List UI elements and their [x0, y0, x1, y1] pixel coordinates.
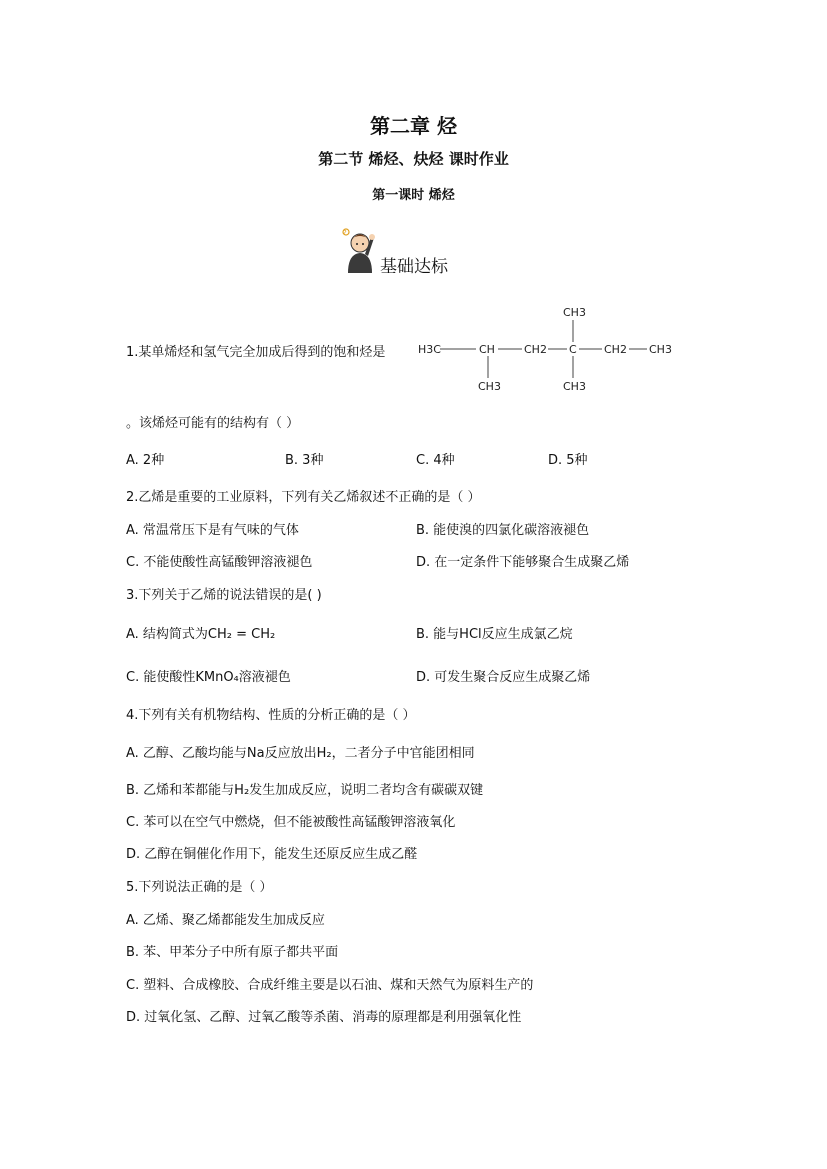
q4-option-a[interactable]: A. 乙醇、乙酸均能与Na反应放出H₂，二者分子中官能团相同 [126, 746, 475, 761]
q1-option-d[interactable]: D. 5种 [548, 453, 588, 468]
q1-structure-atom: CH2 [604, 343, 627, 356]
q1-structure-atom: CH2 [524, 343, 547, 356]
q3-option-b[interactable]: B. 能与HCl反应生成氯乙烷 [416, 627, 573, 642]
q1-structure-atom: C [569, 343, 577, 356]
q4-option-c[interactable]: C. 苯可以在空气中燃烧，但不能被酸性高锰酸钾溶液氧化 [126, 815, 456, 830]
q1-structure-atom: H3C [418, 343, 441, 356]
q4-option-b[interactable]: B. 乙烯和苯都能与H₂发生加成反应，说明二者均含有碳碳双键 [126, 783, 484, 798]
q1-option-a[interactable]: A. 2种 [126, 453, 165, 468]
question-1-stem: 1.某单烯烃和氢气完全加成后得到的饱和烃是 [126, 345, 386, 360]
thinking-person-icon [340, 226, 380, 274]
section-badge [340, 226, 480, 277]
q1-structure-branch: CH3 [563, 306, 586, 319]
q2-option-b[interactable]: B. 能使溴的四氯化碳溶液褪色 [416, 523, 590, 538]
chapter-title: 第二章 烃 [370, 114, 457, 138]
q2-option-d[interactable]: D. 在一定条件下能够聚合生成聚乙烯 [416, 555, 630, 570]
q5-option-d[interactable]: D. 过氧化氢、乙醇、过氧乙酸等杀菌、消毒的原理都是利用强氧化性 [126, 1010, 522, 1025]
q1-structure-atom: CH3 [649, 343, 672, 356]
q1-structure-formula [416, 300, 686, 395]
q1-structure-branch: CH3 [478, 380, 501, 393]
q1-structure-branch: CH3 [563, 380, 586, 393]
question-5-stem: 5.下列说法正确的是（ ） [126, 880, 273, 895]
q5-option-b[interactable]: B. 苯、甲苯分子中所有原子都共平面 [126, 945, 339, 960]
section-title: 第二节 烯烃、炔烃 课时作业 [318, 150, 509, 168]
question-1-stem-continued: 。该烯烃可能有的结构有（ ） [126, 416, 300, 431]
q2-option-c[interactable]: C. 不能使酸性高锰酸钾溶液褪色 [126, 555, 313, 570]
q1-option-b[interactable]: B. 3种 [285, 453, 324, 468]
q5-option-c[interactable]: C. 塑料、合成橡胶、合成纤维主要是以石油、煤和天然气为原料生产的 [126, 978, 534, 993]
q2-option-a[interactable]: A. 常温常压下是有气味的气体 [126, 523, 299, 538]
q5-option-a[interactable]: A. 乙烯、聚乙烯都能发生加成反应 [126, 913, 325, 928]
q1-structure-atom: CH [479, 343, 495, 356]
q3-option-d[interactable]: D. 可发生聚合反应生成聚乙烯 [416, 670, 591, 685]
q3-option-c[interactable]: C. 能使酸性KMnO₄溶液褪色 [126, 670, 291, 685]
q4-option-d[interactable]: D. 乙醇在铜催化作用下，能发生还原反应生成乙醛 [126, 847, 418, 862]
question-4-stem: 4.下列有关有机物结构、性质的分析正确的是（ ） [126, 708, 416, 723]
svg-text:?: ? [343, 229, 347, 237]
q3-option-a[interactable]: A. 结构简式为CH₂ = CH₂ [126, 627, 276, 642]
question-3-stem: 3.下列关于乙烯的说法错误的是( ) [126, 588, 322, 603]
q1-option-c[interactable]: C. 4种 [416, 453, 455, 468]
section-label: 基础达标 [380, 257, 448, 277]
question-2-stem: 2.乙烯是重要的工业原料，下列有关乙烯叙述不正确的是（ ） [126, 490, 481, 505]
lesson-title: 第一课时 烯烃 [372, 188, 455, 203]
